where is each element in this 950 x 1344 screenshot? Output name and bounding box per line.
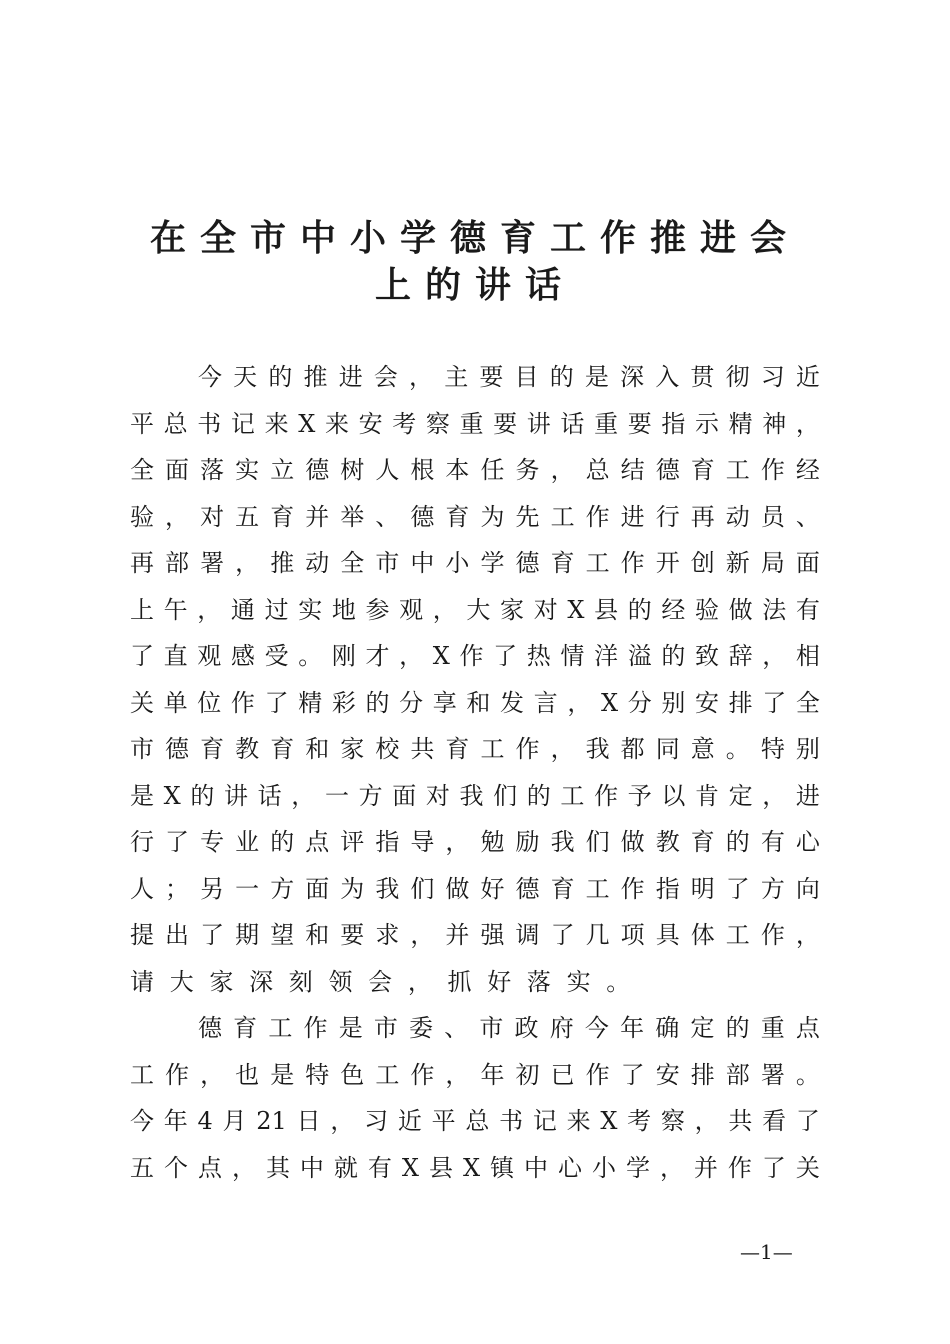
body-line: 请 大 家 深 刻 领 会 ， 抓 好 落 实 。 xyxy=(130,967,631,996)
body-line: 今 天 的 推 进 会 ， 主 要 目 的 是 深 入 贯 彻 习 近 xyxy=(198,363,820,391)
page-number: —1— xyxy=(740,1240,793,1264)
document-body xyxy=(130,354,820,1191)
body-line: 德 育 工 作 是 市 委 、 市 政 府 今 年 确 定 的 重 点 xyxy=(198,1014,820,1042)
body-line: 工 作 ， 也 是 特 色 工 作 ， 年 初 已 作 了 安 排 部 署 。 xyxy=(130,1060,820,1089)
body-line: 上 午 ， 通 过 实 地 参 观 ， 大 家 对 X 县 的 经 验 做 法 有 xyxy=(130,595,820,624)
body-line: 五 个 点 ， 其 中 就 有 X 县 X 镇 中 心 小 学 ， 并 作 了 关 xyxy=(130,1153,820,1182)
body-line: 平 总 书 记 来 X 来 安 考 察 重 要 讲 话 重 要 指 示 精 神 ， xyxy=(130,409,820,438)
body-line: 是 X 的 讲 话 ， 一 方 面 对 我 们 的 工 作 予 以 肯 定 ， 进 xyxy=(130,781,820,810)
body-line: 全 面 落 实 立 德 树 人 根 本 任 务 ， 总 结 德 育 工 作 经 xyxy=(130,456,820,484)
body-line: 市 德 育 教 育 和 家 校 共 育 工 作 ， 我 都 同 意 。 特 别 xyxy=(130,735,820,763)
body-line: 人 ； 另 一 方 面 为 我 们 做 好 德 育 工 作 指 明 了 方 向 xyxy=(130,874,820,903)
body-line: 验 ， 对 五 育 并 举 、 德 育 为 先 工 作 进 行 再 动 员 、 xyxy=(130,502,820,531)
body-line: 了 直 观 感 受 。 刚 才 ， X 作 了 热 情 洋 溢 的 致 辞 ， 相 xyxy=(130,642,820,670)
body-line: 今 年 4 月 21 日 ， 习 近 平 总 书 记 来 X 考 察 ， 共 看 了 xyxy=(130,1107,820,1135)
body-line: 再 部 署 ， 推 动 全 市 中 小 学 德 育 工 作 开 创 新 局 面 xyxy=(130,549,820,577)
document-title-line-2: 上的讲话 xyxy=(374,264,575,306)
document-title-line-1: 在全市中小学德育工作推进会 xyxy=(149,217,800,259)
body-line: 行 了 专 业 的 点 评 指 导 ， 勉 励 我 们 做 教 育 的 有 心 xyxy=(130,828,820,856)
body-line: 关 单 位 作 了 精 彩 的 分 享 和 发 言 ， X 分 别 安 排 了 全 xyxy=(130,688,820,717)
body-line: 提 出 了 期 望 和 要 求 ， 并 强 调 了 几 项 具 体 工 作 ， xyxy=(130,921,820,949)
